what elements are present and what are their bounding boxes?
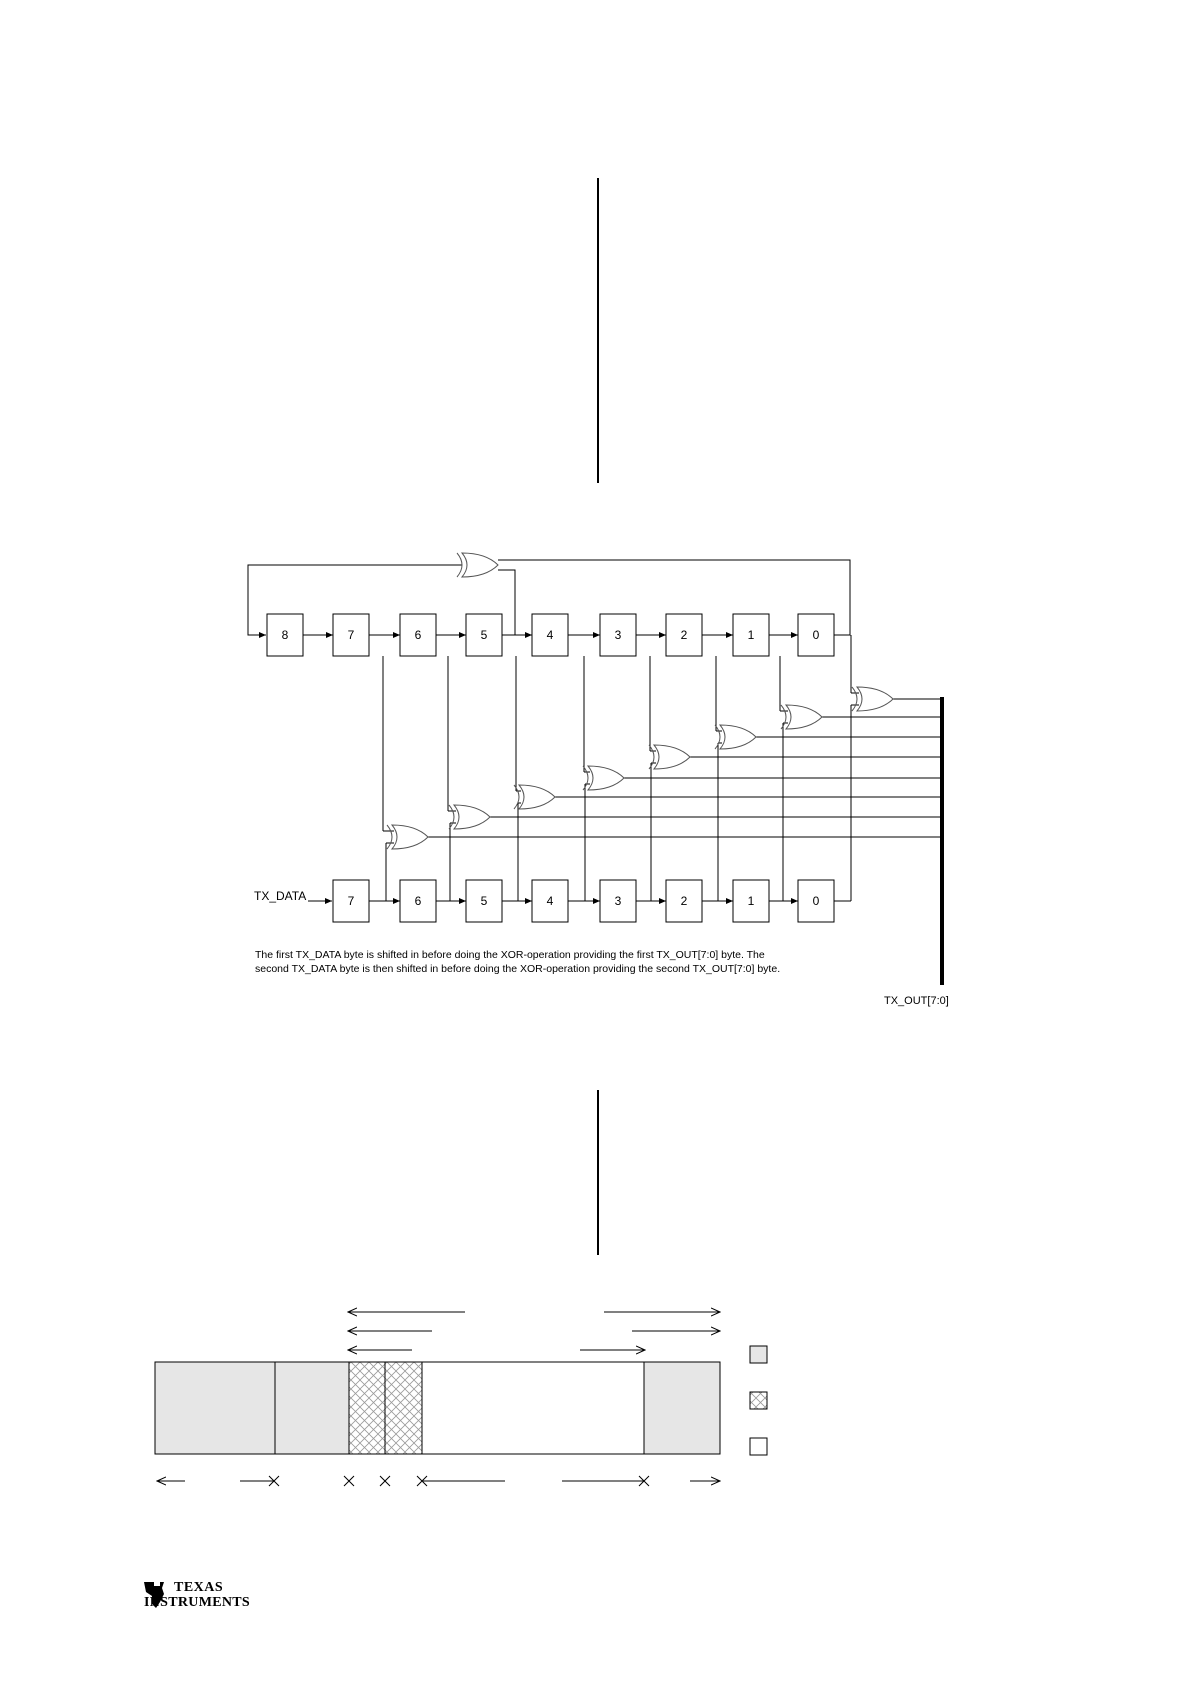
register-label: 1 bbox=[747, 894, 755, 908]
register-label: 7 bbox=[347, 628, 355, 642]
xor-gate-output bbox=[654, 745, 690, 769]
xor-gate-output bbox=[588, 766, 624, 790]
register-label: 7 bbox=[347, 894, 355, 908]
field-crc bbox=[644, 1362, 720, 1454]
field-data bbox=[422, 1362, 644, 1454]
logo-text-texas: TEXAS bbox=[174, 1580, 224, 1595]
register-label: 3 bbox=[614, 628, 622, 642]
register-label: 8 bbox=[281, 628, 289, 642]
xor-gate-output bbox=[720, 725, 756, 749]
register-label: 6 bbox=[414, 894, 422, 908]
legend-hatch-box bbox=[750, 1392, 767, 1409]
register-label: 1 bbox=[747, 628, 755, 642]
wiring bbox=[248, 560, 942, 901]
xor-gate-output bbox=[454, 805, 490, 829]
register-label: 2 bbox=[680, 628, 688, 642]
packet-format-diagram bbox=[0, 1290, 1190, 1490]
register-label: 2 bbox=[680, 894, 688, 908]
texas-instruments-logo bbox=[140, 1578, 250, 1619]
register-label: 3 bbox=[614, 894, 622, 908]
legend-white-box bbox=[750, 1438, 767, 1455]
xor-gate-output bbox=[392, 825, 428, 849]
xor-gate-output bbox=[786, 705, 822, 729]
input-label: TX_DATA bbox=[254, 889, 307, 903]
xor-gates bbox=[387, 553, 893, 849]
diagram-caption-line2: second TX_DATA byte is then shifted in before doing the XOR-operation providing the second TX_OUT[7:0] byte. bbox=[255, 963, 781, 975]
logo-text-instruments: INSTRUMENTS bbox=[144, 1595, 250, 1610]
output-label: TX_OUT[7:0] bbox=[884, 995, 949, 1007]
register-label: 4 bbox=[546, 628, 554, 642]
register-labels bbox=[254, 628, 820, 908]
field-address bbox=[385, 1362, 422, 1454]
register-label: 4 bbox=[546, 894, 554, 908]
xor-gate-feedback bbox=[462, 553, 498, 577]
field-sync bbox=[275, 1362, 349, 1454]
diagram-caption-line1: The first TX_DATA byte is shifted in before doing the XOR-operation providing the first TX_OUT[7:0] byte. The bbox=[255, 949, 765, 961]
xor-gate-output bbox=[519, 785, 555, 809]
register-label: 6 bbox=[414, 628, 422, 642]
register-label: 5 bbox=[480, 894, 488, 908]
register-label: 0 bbox=[812, 628, 820, 642]
xor-gate-output bbox=[857, 687, 893, 711]
field-length bbox=[349, 1362, 385, 1454]
column-divider-bottom bbox=[597, 1090, 599, 1255]
field-preamble bbox=[155, 1362, 275, 1454]
register-label: 5 bbox=[480, 628, 488, 642]
legend-gray-box bbox=[750, 1346, 767, 1363]
register-label: 0 bbox=[812, 894, 820, 908]
